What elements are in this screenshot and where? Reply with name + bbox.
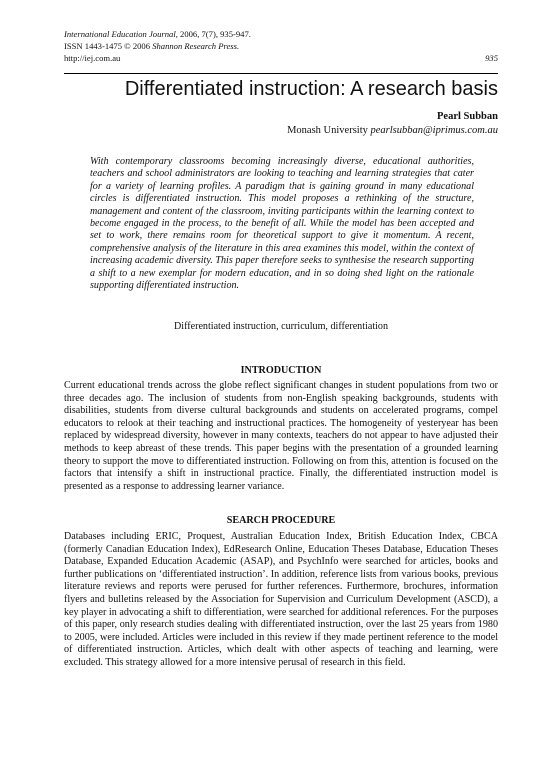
author-name: Pearl Subban — [437, 111, 498, 122]
journal-header — [64, 28, 498, 64]
issn-line — [64, 40, 498, 52]
paper-title: Differentiated instruction: A research basis — [124, 78, 498, 100]
introduction-heading: INTRODUCTION — [240, 365, 322, 376]
author-affiliation — [64, 124, 498, 137]
introduction-text: Current educational trends across the globe reflect significant changes in student populations from two or three decades ago. The inclusion of students from non-English speaking backgrounds, students with disabilities, students from diverse cultural backgrounds and students on accelerated programs, compel educators to relook at their teaching and instructional practices. The homogeneity of yesteryear has been replaced by widespread diversity, however in many contexts, teachers do not appear to have adjusted their methods to keep abreast of these trends. This paper begins with the presentation of a grounded learning theory to support the move to differentiated instruction. Following on from this, attention is focused on the factors that intensify a shift in instructional practice. Finally, the differentiated instruction model is presented as a response to addressing learner variance. — [64, 380, 498, 492]
abstract: With contemporary classrooms becoming increasingly diverse, educational authorities, teachers and school administrators are looking to teaching and learning strategies that cater for a variety of learning profiles. A paradigm that is gaining ground in many educational circles is differentiated instruction. This model proposes a rethinking of the structure, management and content of the classroom, inviting participants within the learning context to become engaged in the process, to the benefit of all. While the model has been accepted and set to work, there remains room for theoretical support to give it momentum. A recent, comprehensive analysis of the literature in this area examines this model, within the context of increasing academic diversity. This paper therefore seeks to synthesise the research supporting a shift to a new exemplar for modern education, and in so doing shed light on the rationale supporting differentiated instruction. — [90, 156, 474, 292]
header-rule — [64, 73, 498, 74]
keywords: Differentiated instruction, curriculum, differentiation — [173, 321, 389, 332]
search-procedure-heading: SEARCH PROCEDURE — [226, 515, 336, 526]
issn-text: ISSN 1443-1475 © 2006 — [64, 41, 153, 51]
search-procedure-text: Databases including ERIC, Proquest, Australian Education Index, British Education Index, CBCA (formerly Canadian Education Index), EdResearch Online, Education Theses Database, Education Theses Database, Expanded Education Academic (ASAP), and PsychInfo were searched for articles, books and further publications on ‘differentiated instruction’. In addition, reference lists from various books, previous literature reviews and reports were perused for further references. Furthermore, brochures, information flyers and bulletins released by the Association for Supervision and Curriculum Development (ASCD), a key player in advocating a shift to differentiation, were searched for additional references. For the purposes of this paper, only research studies dealing with differentiated instruction, over the last 25 years from 1980 to 2005, were included. Articles were included in this review if they made pertinent reference to the model of differentiated instruction. Articles, which dealt with other aspects of teaching and learning, were excluded. This strategy allowed for a more intensive perusal of research in this field. — [64, 531, 498, 668]
affiliation-text: Monash University — [287, 125, 371, 136]
journal-title: International Education Journal — [64, 29, 176, 39]
journal-citation: , 2006, 7(7), 935-947. — [175, 29, 251, 39]
journal-url[interactable]: http://iej.com.au — [64, 53, 121, 63]
author-email[interactable]: pearlsubban@iprimus.com.au — [370, 125, 498, 136]
citation-line — [64, 28, 498, 40]
page-number: 935 — [485, 53, 498, 63]
publisher-name: Shannon Research Press. — [152, 41, 240, 51]
